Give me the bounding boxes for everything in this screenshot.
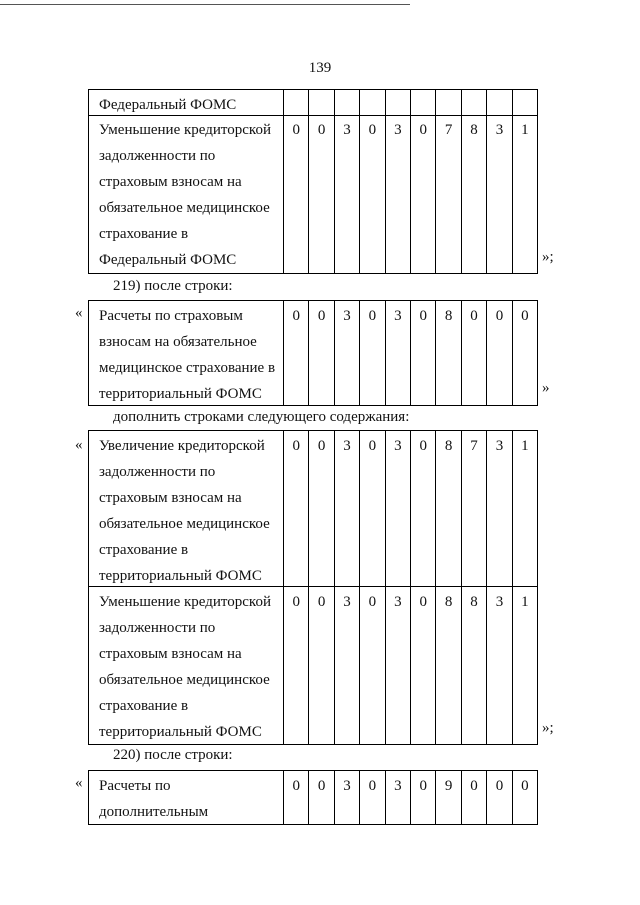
code-cell: 1 <box>512 587 537 744</box>
label-line: задолженности по <box>99 464 216 480</box>
label-line: страхование в <box>99 542 189 558</box>
label-line: задолженности по <box>99 620 216 636</box>
code-cell: 9 <box>435 771 460 824</box>
open-quote: « <box>75 437 83 453</box>
table-row <box>88 770 538 825</box>
label-line: Федеральный ФОМС <box>99 252 237 268</box>
code-cell: 0 <box>486 771 511 824</box>
label-line: дополнительным <box>99 804 209 820</box>
label-line: обязательное медицинское <box>99 200 270 216</box>
code-cell: 0 <box>512 301 537 405</box>
code-cell: 0 <box>292 308 300 324</box>
code-cell: 0 <box>359 301 384 405</box>
code-cell <box>435 90 460 115</box>
code-cell: 7 <box>435 115 460 273</box>
label-line: Расчеты по страховым <box>99 308 243 324</box>
code-cell: 3 <box>486 115 511 273</box>
code-cell: 3 <box>385 301 410 405</box>
code-cell: 3 <box>334 771 359 824</box>
code-cell: 3 <box>385 587 410 744</box>
top-rule <box>0 4 410 5</box>
row-label <box>89 431 284 586</box>
code-cell: 3 <box>385 431 410 586</box>
code-cell: 0 <box>308 587 333 744</box>
table-row <box>88 587 538 745</box>
code-cell: 0 <box>410 431 435 586</box>
label-line: Расчеты по <box>99 778 171 794</box>
label-line: территориальный ФОМС <box>99 568 262 584</box>
code-cell: 1 <box>512 115 537 273</box>
label-line: Увеличение кредиторской <box>99 438 265 454</box>
code-cells <box>284 587 537 744</box>
code-cell: 3 <box>334 301 359 405</box>
code-cell: 0 <box>512 771 537 824</box>
code-cell <box>359 90 384 115</box>
code-cell: 0 <box>486 301 511 405</box>
row-label <box>89 115 284 273</box>
label-line: страховым взносам на <box>99 174 242 190</box>
code-cells <box>284 115 537 273</box>
code-cell: 8 <box>435 587 460 744</box>
code-cell: 0 <box>410 301 435 405</box>
page-number: 139 <box>308 60 332 76</box>
code-cell: 0 <box>359 771 384 824</box>
code-cell: 8 <box>435 301 460 405</box>
code-cells <box>284 771 537 824</box>
label-line: территориальный ФОМС <box>99 386 262 402</box>
label-line: территориальный ФОМС <box>99 724 262 740</box>
code-cells <box>284 431 537 586</box>
label-line: страховым взносам на <box>99 646 242 662</box>
row-label <box>89 587 284 744</box>
label-line: взносам на обязательное <box>99 334 257 350</box>
code-cell: 3 <box>334 587 359 744</box>
close-quote-semicolon: »; <box>542 720 554 736</box>
code-cell: 1 <box>512 431 537 586</box>
code-cell: 0 <box>308 771 333 824</box>
open-quote: « <box>75 305 83 321</box>
code-cell: 0 <box>308 301 333 405</box>
code-cell: 3 <box>385 115 410 273</box>
code-cell: 0 <box>292 438 300 454</box>
code-cell <box>334 90 359 115</box>
code-cell: 0 <box>292 122 300 138</box>
code-cell: 3 <box>486 587 511 744</box>
table-row <box>88 89 538 116</box>
label-line: Федеральный ФОМС <box>99 97 237 113</box>
code-cell: 0 <box>308 115 333 273</box>
code-cell: 0 <box>461 301 486 405</box>
code-cells <box>284 90 537 115</box>
open-quote: « <box>75 775 83 791</box>
code-cell: 0 <box>308 431 333 586</box>
code-cell: 0 <box>359 587 384 744</box>
code-cell: 7 <box>461 431 486 586</box>
code-cell <box>486 90 511 115</box>
table-row <box>88 300 538 406</box>
paragraph-219: 219) после строки: <box>113 278 233 294</box>
code-cell <box>512 90 537 115</box>
code-cell <box>284 90 308 115</box>
code-cell: 3 <box>486 431 511 586</box>
close-quote-semicolon: »; <box>542 249 554 265</box>
code-cell <box>410 90 435 115</box>
code-cells <box>284 301 537 405</box>
label-line: задолженности по <box>99 148 216 164</box>
code-cell: 0 <box>410 771 435 824</box>
table-row <box>88 430 538 587</box>
code-cell: 3 <box>334 431 359 586</box>
code-cell <box>385 90 410 115</box>
row-label <box>89 771 284 824</box>
paragraph-supplement: дополнить строками следующего содержания: <box>113 409 410 425</box>
label-line: обязательное медицинское <box>99 672 270 688</box>
code-cell: 0 <box>359 431 384 586</box>
paragraph-220: 220) после строки: <box>113 747 233 763</box>
label-line: Уменьшение кредиторской <box>99 122 271 138</box>
code-cell <box>308 90 333 115</box>
row-label <box>89 301 284 405</box>
code-cell: 3 <box>385 771 410 824</box>
close-quote: » <box>542 380 550 396</box>
label-line: страхование в <box>99 698 189 714</box>
table-row <box>88 115 538 274</box>
code-cell: 0 <box>461 771 486 824</box>
code-cell: 0 <box>410 115 435 273</box>
label-line: Уменьшение кредиторской <box>99 594 271 610</box>
code-cell: 0 <box>410 587 435 744</box>
label-line: страхование в <box>99 226 189 242</box>
label-line: обязательное медицинское <box>99 516 270 532</box>
code-cell: 8 <box>435 431 460 586</box>
label-line: медицинское страхование в <box>99 360 276 376</box>
label-line: страховым взносам на <box>99 490 242 506</box>
code-cell: 0 <box>359 115 384 273</box>
code-cell: 0 <box>292 594 300 610</box>
code-cell: 8 <box>461 115 486 273</box>
code-cell: 8 <box>461 587 486 744</box>
code-cell: 0 <box>292 778 300 794</box>
row-label <box>89 90 284 115</box>
code-cell <box>461 90 486 115</box>
code-cell: 3 <box>334 115 359 273</box>
